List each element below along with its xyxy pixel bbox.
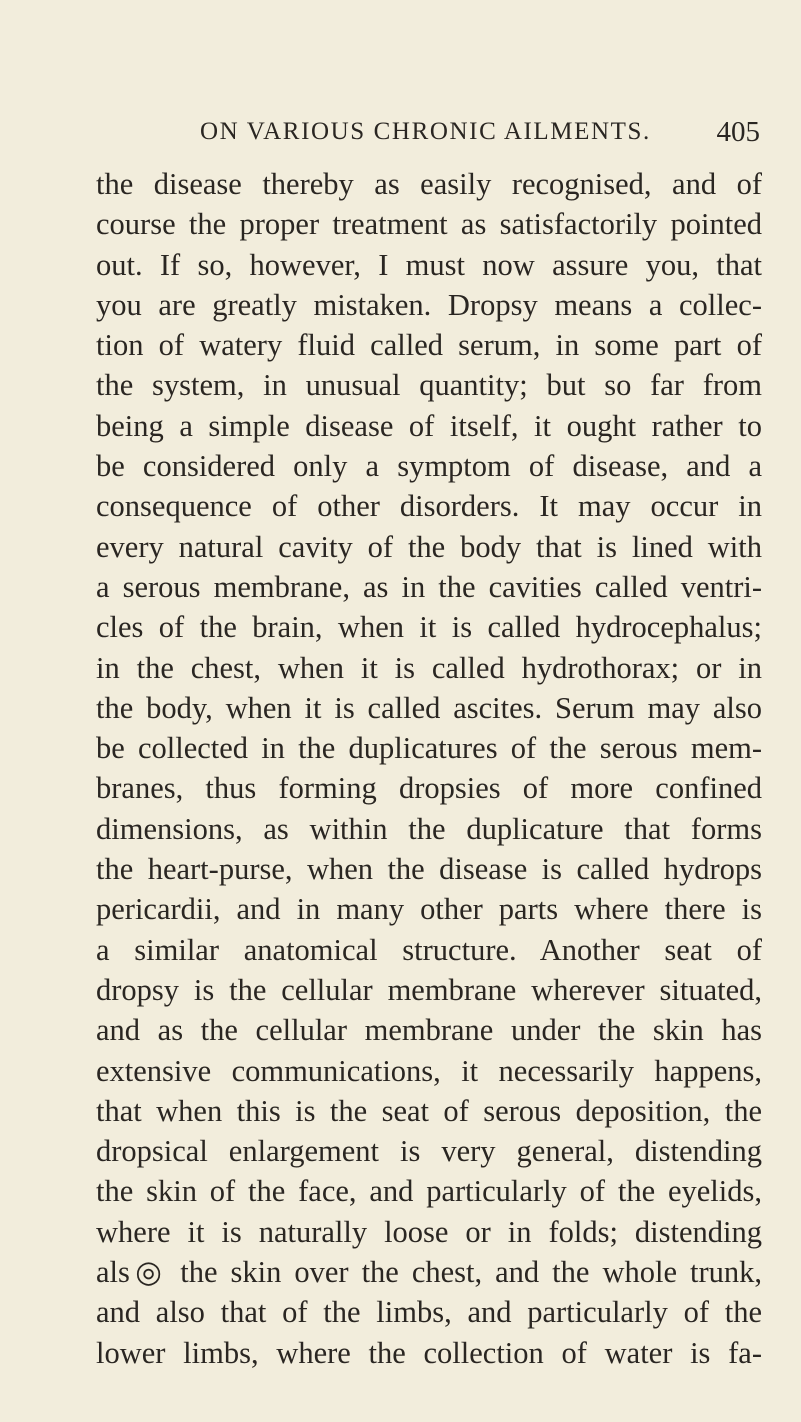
text-line: being a simple disease of itself, it ought rather to: [96, 408, 762, 443]
text-line: lower limbs, where the collection of water is fa-: [96, 1335, 762, 1370]
text-line: als◎ the skin over the chest, and the whole trunk,: [96, 1255, 762, 1290]
text-line: every natural cavity of the body that is lined with: [96, 529, 762, 564]
text-line: a serous membrane, as in the cavities called ventri-: [96, 569, 762, 604]
page-number: 405: [716, 116, 760, 148]
text-line: the heart-purse, when the disease is called hydrops: [96, 852, 762, 887]
text-line: dropsy is the cellular membrane wherever situated,: [96, 972, 762, 1007]
running-header: [200, 112, 760, 152]
text-line: branes, thus forming dropsies of more confined: [96, 771, 762, 806]
text-line: out. If so, however, I must now assure you, that: [96, 247, 762, 282]
text-line: extensive communications, it necessarily happens,: [96, 1053, 762, 1088]
text-line: be collected in the duplicatures of the serous mem-: [96, 731, 762, 766]
text-line: that when this is the seat of serous deposition, the: [96, 1093, 762, 1128]
text-line: the body, when it is called ascites. Serum may also: [96, 690, 762, 725]
text-line: you are greatly mistaken. Dropsy means a collec-: [96, 287, 762, 322]
running-title: ON VARIOUS CHRONIC AILMENTS.: [200, 118, 651, 145]
text-line: course the proper treatment as satisfactorily pointed: [96, 207, 762, 242]
text-line: where it is naturally loose or in folds; distending: [96, 1214, 762, 1249]
text-line: a similar anatomical structure. Another seat of: [96, 932, 762, 967]
text-line: consequence of other disorders. It may occur in: [96, 489, 762, 524]
text-line: cles of the brain, when it is called hydrocephalus;: [96, 610, 762, 645]
text-line: the disease thereby as easily recognised, and of: [96, 167, 762, 201]
text-line: dimensions, as within the duplicature that forms: [96, 811, 762, 846]
text-line: tion of watery fluid called serum, in some part of: [96, 328, 762, 363]
body-text: [96, 164, 762, 1373]
text-line: and also that of the limbs, and particularly of the: [96, 1295, 762, 1330]
text-line: the skin of the face, and particularly of the eyelids,: [96, 1174, 762, 1209]
text-line: in the chest, when it is called hydrothorax; or in: [96, 650, 762, 685]
text-line: and as the cellular membrane under the skin has: [96, 1013, 762, 1048]
text-line: pericardii, and in many other parts where there is: [96, 892, 762, 927]
text-line: be considered only a symptom of disease, and a: [96, 449, 762, 484]
text-line: dropsical enlargement is very general, distending: [96, 1134, 762, 1169]
text-line: the system, in unusual quantity; but so far from: [96, 368, 762, 403]
